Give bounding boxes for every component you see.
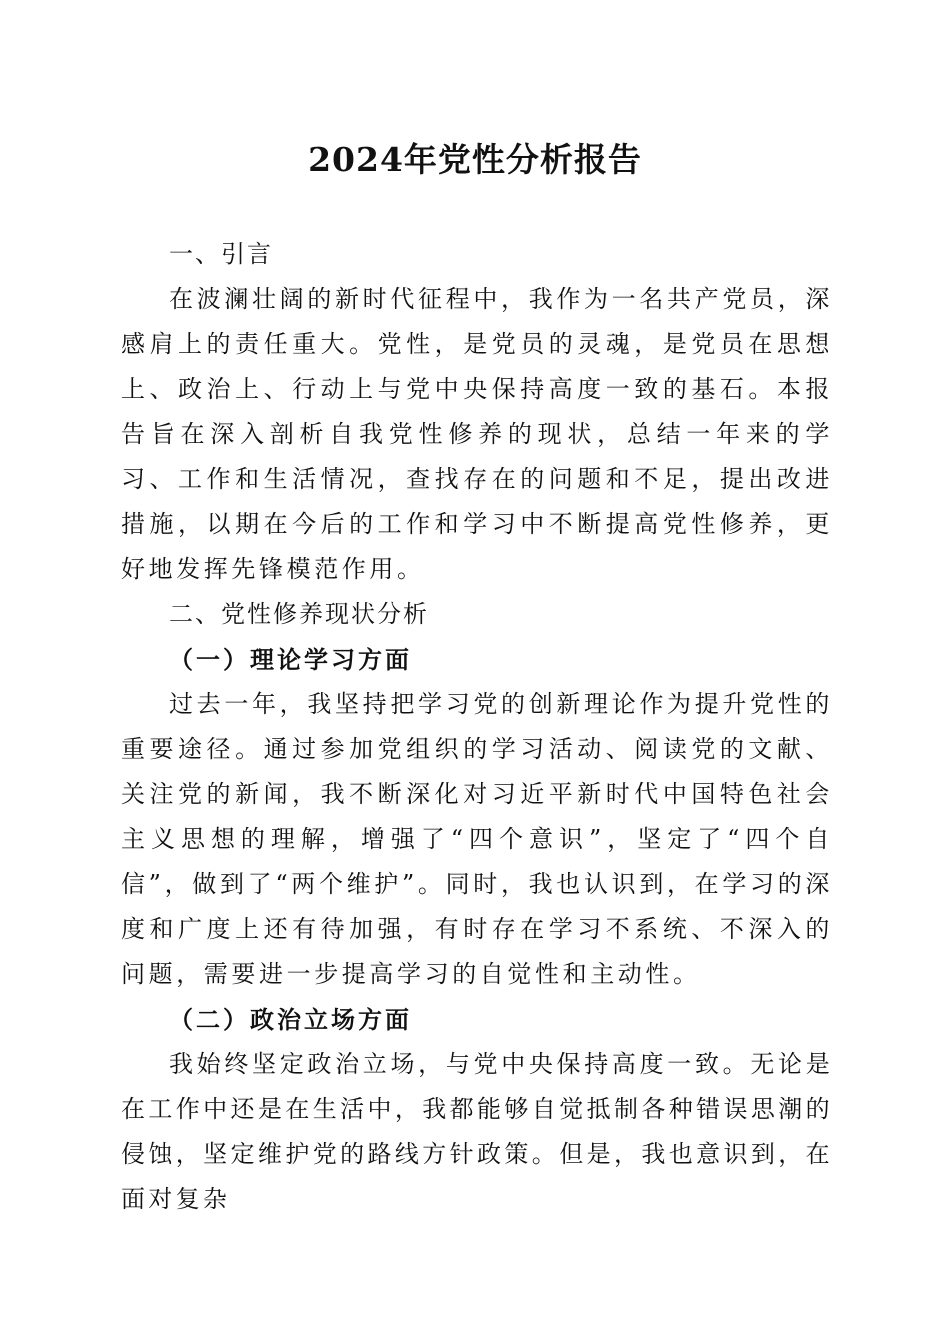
section-heading-intro: 一、引言 (169, 240, 273, 268)
document-title: 2024年党性分析报告 (308, 140, 642, 179)
subsection-heading-political: （二）政治立场方面 (169, 1005, 412, 1034)
paragraph-political: 我始终坚定政治立场，与党中央保持高度一致。无论是在工作中还是在生活中，我都能够自觉抵制各种错误思潮的侵蚀，坚定维护党的路线方针政策。但是，我也意识到，在面对复杂 (121, 1050, 833, 1213)
paragraph-intro: 在波澜壮阔的新时代征程中，我作为一名共产党员，深感肩上的责任重大。党性，是党员的灵魂，是党员在思想上、政治上、行动上与党中央保持高度一致的基石。本报告旨在深入剖析自我党性修养的现状，总结一年来的学习、工作和生活情况，查找存在的问题和不足，提出改进措施，以期在今后的工作和学习中不断提高党性修养，更好地发挥先锋模范作用。 (121, 285, 833, 583)
section-heading-analysis: 二、党性修养现状分析 (169, 600, 429, 628)
subsection-heading-theory: （一）理论学习方面 (169, 645, 412, 674)
document-body (121, 232, 833, 1222)
paragraph-theory: 过去一年，我坚持把学习党的创新理论作为提升党性的重要途径。通过参加党组织的学习活动、阅读党的文献、关注党的新闻，我不断深化对习近平新时代中国特色社会主义思想的理解，增强了“四个意识”，坚定了“四个自信”，做到了“两个维护”。同时，我也认识到，在学习的深度和广度上还有待加强，有时存在学习不系统、不深入的问题，需要进一步提高学习的自觉性和主动性。 (121, 690, 833, 988)
